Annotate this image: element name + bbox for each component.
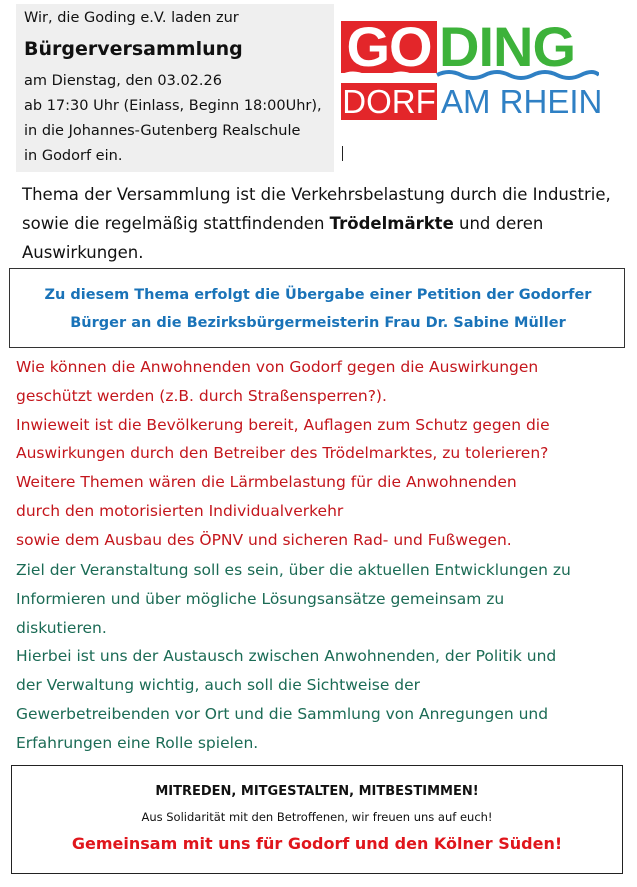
logo-wave-icon [341,67,599,81]
theme-text-start: Thema der Versammlung ist die Verkehrsbelastung durch die Industrie, sowie die regelmäßig stattfindenden [22,185,611,233]
logo-text-dorf: DORF [342,83,436,120]
logo-text-ding: DING [439,15,575,78]
goals-block [16,556,626,758]
goal-line: Gewerbetreibenden vor Ort und die Sammlung von Anregungen und [16,704,549,723]
theme-highlight: Trödelmärkte [329,214,454,233]
petition-line: Bürger an die Bezirksbürgermeisterin Frau Dr. Sabine Müller [70,315,566,331]
goding-logo [341,15,603,123]
question-line: durch den motorisierten Individualverkehr [16,501,344,520]
petition-text [10,281,626,337]
question-line: Auswirkungen durch den Betreiber des Trödelmarktes, zu tolerieren? [16,444,549,463]
goal-line: Informieren und über mögliche Lösungsansätze gemeinsam zu [16,589,505,608]
text-cursor [342,146,343,161]
footer-title: MITREDEN, MITGESTALTEN, MITBESTIMMEN! [155,784,479,799]
theme-paragraph [22,180,612,267]
footer-box [11,765,623,874]
petition-line: Zu diesem Thema erfolgt die Übergabe einer Petition der Godorfer [44,287,592,303]
invitation-box [16,4,334,172]
question-line: geschützt werden (z.B. durch Straßensperren?). [16,386,387,405]
footer-slogan: Gemeinsam mit uns für Godorf und den Kölner Süden! [71,834,563,853]
questions-block [16,353,626,555]
goal-line: Erfahrungen eine Rolle spielen. [16,733,259,752]
logo-text-go: GO [346,15,432,78]
question-line: Inwieweit ist die Bevölkerung bereit, Auflagen zum Schutz gegen die [16,415,550,434]
invitation-intro: Wir, die Goding e.V. laden zur [24,10,239,26]
theme-text-end: und deren Auswirkungen. [22,214,544,262]
question-line: Wie können die Anwohnenden von Godorf gegen die Auswirkungen [16,358,539,376]
event-time: ab 17:30 Uhr (Einlass, Beginn 18:00Uhr), [24,98,322,114]
question-line: Weitere Themen wären die Lärmbelastung für die Anwohnenden [16,473,517,492]
event-title: Bürgerversammlung [24,38,243,60]
event-date: am Dienstag, den 03.02.26 [24,73,222,89]
event-location-end: in Godorf ein. [24,148,123,164]
goal-line: diskutieren. [16,618,107,637]
event-location: in die Johannes-Gutenberg Realschule [24,123,301,139]
goal-line: der Verwaltung wichtig, auch soll die Sichtweise der [16,676,421,695]
petition-box [9,268,625,348]
footer-subtitle: Aus Solidarität mit den Betroffenen, wir freuen uns auf euch! [141,810,493,824]
logo-text-am-rhein: AM RHEIN [441,83,603,120]
goal-line: Ziel der Veranstaltung soll es sein, über die aktuellen Entwicklungen zu [16,561,571,579]
question-line: sowie dem Ausbau des ÖPNV und sicheren Rad- und Fußwegen. [16,530,512,549]
goal-line: Hierbei ist uns der Austausch zwischen Anwohnenden, der Politik und [16,647,557,666]
